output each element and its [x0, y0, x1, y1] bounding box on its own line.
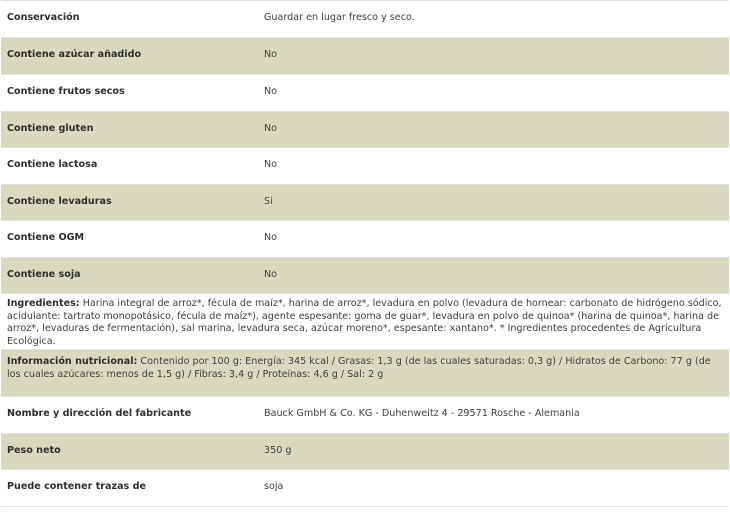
- row-ogm: [1, 221, 729, 258]
- row-ingredientes: [1, 294, 729, 350]
- row-value: No: [264, 159, 278, 170]
- row-label: Contiene soja: [7, 269, 81, 280]
- row-label: Contiene lactosa: [7, 159, 98, 170]
- row-value: No: [264, 86, 278, 97]
- product-info-table: [1, 0, 729, 507]
- ingredients-text: Harina integral de arroz*, fécula de maíz*, harina de arroz*, levadura en polvo (levadura de hornear: carbonato de hidrógeno sódico, acidulante: tartrato monopotásico, fécula de maíz*), agente espesante: goma de guar*, levadura en polvo de quinoa* (harina de quinoa*, harina de arroz*, levaduras de fermentación), sal marina, levadura seca, azúcar moreno*, espesante: xantano*. * Ingredientes procedentes de Agricultura Ecológica.: [7, 298, 722, 347]
- row-value: Si: [264, 196, 273, 207]
- ingredients-label: Ingredientes:: [7, 298, 80, 309]
- row-value: Guardar en lugar fresco y seco.: [264, 12, 415, 23]
- row-lactosa: [1, 148, 729, 185]
- row-label: Contiene levaduras: [7, 196, 112, 207]
- row-peso-neto: [1, 434, 729, 470]
- row-value: No: [264, 49, 278, 60]
- row-conservacion: [1, 1, 729, 38]
- nutrition-label: Información nutricional:: [7, 356, 138, 367]
- row-label: Contiene gluten: [7, 123, 94, 134]
- row-value: No: [264, 123, 278, 134]
- row-value: Bauck GmbH & Co. KG - Duhenweitz 4 - 29571 Rosche - Alemania: [264, 408, 580, 419]
- row-value: No: [264, 232, 278, 243]
- row-label: Conservación: [7, 12, 80, 23]
- nutrition-text: Contenido por 100 g: Energía: 345 kcal / Grasas: 1,3 g (de las cuales saturadas: 0,3 g) / Hidratos de Carbono: 77 g (de los cuales azúcares: menos de 1,5 g) / Fibras: 3,4 g / Proteínas: 4,6 g / Sal: 2 g: [7, 356, 711, 380]
- row-azucar: [1, 38, 729, 75]
- row-value: soja: [264, 481, 284, 492]
- row-label: Puede contener trazas de: [7, 481, 146, 492]
- row-frutos-secos: [1, 75, 729, 112]
- row-levaduras: [1, 185, 729, 221]
- row-informacion-nutricional: [1, 350, 729, 397]
- row-gluten: [1, 112, 729, 148]
- row-label: Peso neto: [7, 445, 61, 456]
- row-soja: [1, 258, 729, 294]
- row-label: Contiene OGM: [7, 232, 85, 243]
- row-value: 350 g: [264, 445, 292, 456]
- row-value: No: [264, 269, 278, 280]
- row-label: Contiene azúcar añadido: [7, 49, 142, 60]
- row-fabricante: [1, 397, 729, 434]
- row-label: Contiene frutos secos: [7, 86, 125, 97]
- row-label: Nombre y dirección del fabricante: [7, 408, 192, 419]
- row-trazas: [1, 470, 729, 507]
